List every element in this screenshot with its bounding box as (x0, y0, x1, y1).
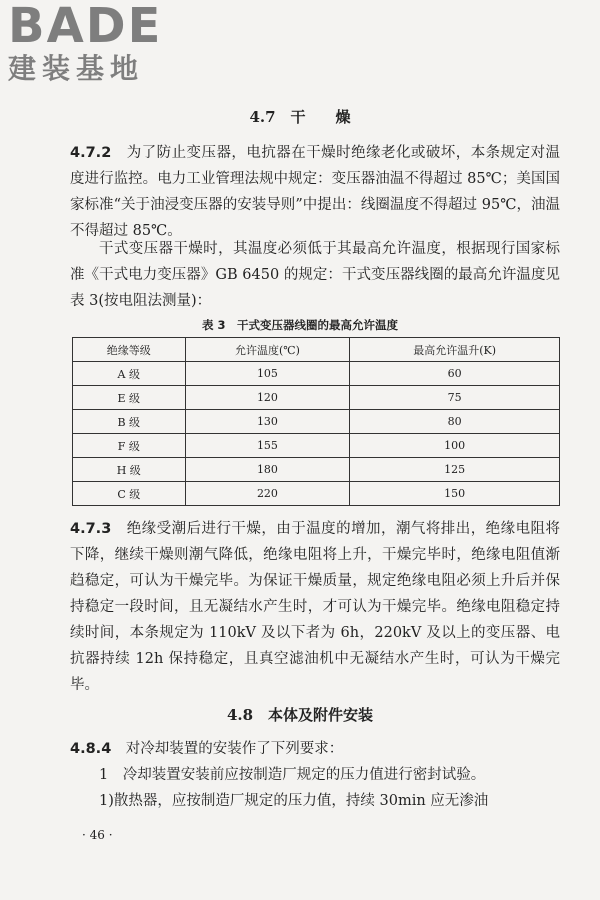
cell-rise: 80 (350, 410, 560, 434)
cell-rise: 100 (350, 434, 560, 458)
column-header-insulation-class: 绝缘等级 (73, 338, 186, 362)
table-row (73, 482, 560, 506)
brand-subtitle: 建装基地 (8, 52, 145, 85)
clause-number: 4.8.4 (70, 741, 112, 757)
cell-temperature: 120 (185, 386, 350, 410)
cell-temperature: 180 (185, 458, 350, 482)
column-header-allowed-temperature: 允许温度(℃) (185, 338, 350, 362)
list-item-text: 1 冷却装置安装前应按制造厂规定的压力值进行密封试验。 (99, 767, 486, 783)
table-row (73, 362, 560, 386)
paragraph-text: 绝缘受潮后进行干燥，由于温度的增加，潮气将排出，绝缘电阻将下降，继续干燥则潮气降低，绝缘电阻将上升，干燥完毕时，绝缘电阻值渐趋稳定，可认为干燥完毕。为保证干燥质量，规定绝缘电阻必须上升后并保持稳定一段时间，且无凝结水产生时，才可认为干燥完毕。绝缘电阻稳定持续时间，本条规定为 110kV 及以下者为 6h，220kV 及以上的变压器、电抗器持续 12h 保持稳定，且真空滤油机中无凝结水产生时，可认为干燥完毕。 (70, 521, 561, 693)
cell-rise: 75 (350, 386, 560, 410)
table-header-row (73, 338, 560, 362)
section-title-4-8: 4.8 本体及附件安装 (226, 706, 374, 724)
cell-class: B 级 (73, 410, 186, 434)
paragraph-4-7-3 (70, 516, 560, 698)
cell-rise: 125 (350, 458, 560, 482)
table-caption: 表 3 干式变压器线圈的最高允许温度 (201, 318, 398, 332)
clause-number: 4.7.3 (70, 521, 112, 537)
cell-temperature: 220 (185, 482, 350, 506)
table-row (73, 410, 560, 434)
table-row (73, 386, 560, 410)
paragraph-text: 为了防止变压器，电抗器在干燥时绝缘老化或破坏，本条规定对温度进行监控。电力工业管理法规中规定：变压器油温不得超过 85℃；美国国家标准“关于油浸变压器的安装导则”中提出：线圈温度不得超过 95℃，油温不得超过 85℃。 (70, 145, 561, 239)
column-header-max-temperature-rise: 最高允许温升(K) (350, 338, 560, 362)
cell-class: F 级 (73, 434, 186, 458)
paragraph-4-7-2 (70, 140, 560, 244)
table-row (73, 434, 560, 458)
cell-class: C 级 (73, 482, 186, 506)
list-item-text: 1)散热器，应按制造厂规定的压力值，持续 30min 应无渗油 (99, 793, 489, 809)
page-number: · 46 · (82, 828, 113, 842)
paragraph-dry-type (70, 236, 560, 314)
cell-class: A 级 (73, 362, 186, 386)
section-title-4-7: 4.7 干 燥 (249, 108, 351, 126)
cell-temperature: 130 (185, 410, 350, 434)
paragraph-text: 干式变压器干燥时，其温度必须低于其最高允许温度，根据现行国家标准《干式电力变压器》GB 6450 的规定：干式变压器线圈的最高允许温度见表 3(按电阻法测量)： (70, 241, 560, 309)
clause-number: 4.7.2 (70, 145, 112, 161)
paragraph-text: 对冷却装置的安装作了下列要求： (125, 741, 344, 757)
list-item-1 (70, 762, 560, 788)
cell-class: H 级 (73, 458, 186, 482)
temperature-table (72, 337, 560, 506)
table-row (73, 458, 560, 482)
cell-class: E 级 (73, 386, 186, 410)
list-item-1-1 (70, 788, 560, 814)
cell-rise: 60 (350, 362, 560, 386)
brand-text: BADE (8, 0, 163, 54)
cell-temperature: 105 (185, 362, 350, 386)
watermark-logo (8, 2, 178, 84)
cell-temperature: 155 (185, 434, 350, 458)
paragraph-4-8-4 (70, 736, 560, 762)
cell-rise: 150 (350, 482, 560, 506)
